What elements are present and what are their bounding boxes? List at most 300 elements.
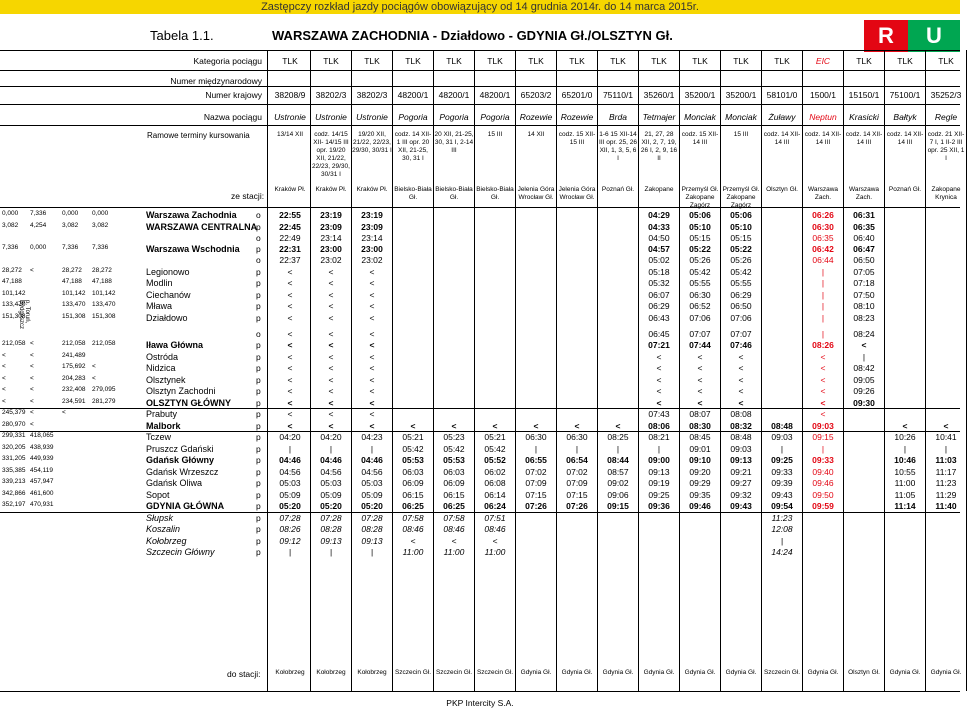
time-cell: 08:45 xyxy=(689,432,711,442)
station-name: Prabuty xyxy=(146,409,178,419)
km-value: 101,142 xyxy=(92,289,116,297)
table-row xyxy=(0,255,960,266)
running-dates: 15 III xyxy=(733,131,749,138)
arrival-departure-flag: p xyxy=(256,478,261,488)
station-name: Słupsk xyxy=(146,512,174,523)
time-cell: 06:09 xyxy=(443,478,465,488)
destination-station: Szczecin Gł. xyxy=(394,669,432,676)
km-value: 212,058 xyxy=(62,340,86,347)
destination-station: Gdynia Gł. xyxy=(643,669,675,676)
time-cell: 06:07 xyxy=(648,289,670,300)
origin-station: Poznań Gł. xyxy=(888,186,922,193)
time-cell: 23:14 xyxy=(320,232,342,243)
running-dates: codz. 14 XII-14 III xyxy=(804,131,842,146)
time-cell: 07:06 xyxy=(730,312,752,323)
time-cell: 05:22 xyxy=(689,244,711,254)
km-value: 245,379 xyxy=(2,409,26,416)
origin-station: Kraków Pł. xyxy=(274,186,306,193)
time-cell: < xyxy=(410,420,416,431)
time-cell: < xyxy=(943,420,949,431)
time-cell: 10:41 xyxy=(935,432,957,442)
km-value: < xyxy=(30,409,34,416)
destination-station: Gdynia Gł. xyxy=(520,669,552,676)
table-row xyxy=(0,513,960,524)
time-cell: 11:40 xyxy=(935,501,957,511)
running-dates: codz. 14/15 XII- 14/15 III opr. 19/20 XII, 21/22, 22/23, 29/30, 30/31 I xyxy=(312,131,350,178)
label-terminy: Ramowe terminy kursowania xyxy=(147,131,250,140)
time-cell: < xyxy=(287,397,293,408)
km-value: 320,205 xyxy=(2,443,26,451)
time-cell: 05:42 xyxy=(689,266,711,277)
origin-station: Bielsko-Biała Gł. xyxy=(435,186,473,201)
km-value: < xyxy=(30,363,34,370)
running-dates: 13/14 XII xyxy=(276,131,304,138)
destination-station: Gdynia Gł. xyxy=(602,669,634,676)
km-value: 280,970 xyxy=(2,420,26,428)
time-cell: 11:00 xyxy=(443,547,465,557)
km-value: 457,947 xyxy=(30,478,54,485)
arrival-departure-flag: p xyxy=(256,397,261,408)
arrival-departure-flag: p xyxy=(256,340,261,350)
time-cell: < xyxy=(328,374,334,385)
time-cell: | xyxy=(821,301,825,311)
km-value: 47,188 xyxy=(92,278,112,285)
km-value: 0,000 xyxy=(62,210,79,217)
time-cell: | xyxy=(329,443,333,454)
time-cell: < xyxy=(410,535,416,546)
time-cell: 05:15 xyxy=(689,232,711,243)
origin-station: Kraków Pł. xyxy=(356,186,388,193)
destination-station: Szczecin Gł. xyxy=(435,669,473,676)
train-number: 35200/1 xyxy=(725,90,757,100)
time-cell: < xyxy=(656,374,662,385)
time-cell: 05:03 xyxy=(320,478,342,488)
time-cell: | xyxy=(944,443,948,454)
table-row xyxy=(0,233,960,244)
time-cell: 05:42 xyxy=(484,443,506,454)
time-cell: 04:20 xyxy=(279,432,301,442)
running-dates: 19/20 XII, 21/22, 22/23, 29/30, 30/31 I xyxy=(352,131,392,154)
km-value: 151,308 xyxy=(2,312,26,320)
time-cell: 07:06 xyxy=(689,312,711,323)
time-cell: 23:02 xyxy=(320,255,342,265)
category-cell: TLK xyxy=(651,56,667,66)
destination-station: Szczecin Gł. xyxy=(763,669,801,676)
label-nr-mdz: Numer międzynarodowy xyxy=(170,76,262,86)
time-cell: 05:03 xyxy=(361,478,383,488)
category-cell: TLK xyxy=(569,56,585,66)
time-cell: < xyxy=(656,363,662,373)
time-cell: 07:09 xyxy=(566,478,588,488)
category-cell: TLK xyxy=(897,56,913,66)
station-name: Szczecin Główny xyxy=(146,547,215,557)
time-cell: 08:48 xyxy=(730,432,752,442)
time-cell: 09:15 xyxy=(812,432,834,442)
train-name: Ustronie xyxy=(274,112,306,122)
time-cell: 09:26 xyxy=(853,386,875,396)
table-row xyxy=(0,478,960,489)
time-cell: < xyxy=(697,397,703,408)
time-cell: < xyxy=(574,420,580,431)
time-cell: 22:37 xyxy=(279,255,301,265)
time-cell: 04:56 xyxy=(361,466,383,477)
time-cell: 06:30 xyxy=(566,432,588,442)
time-cell: 10:46 xyxy=(894,455,916,465)
train-number: 38208/9 xyxy=(274,90,306,100)
time-cell: < xyxy=(287,374,293,385)
time-cell: 08:07 xyxy=(689,409,711,419)
destination-station: Kołobrzeg xyxy=(316,669,346,676)
arrival-departure-flag: o xyxy=(256,255,261,265)
time-cell: < xyxy=(820,351,826,362)
time-cell: 06:15 xyxy=(443,489,465,500)
table-number: Tabela 1.1. xyxy=(150,28,214,43)
time-cell: 07:21 xyxy=(648,340,670,350)
station-name: Malbork xyxy=(146,420,181,431)
km-value: 7,336 xyxy=(62,244,79,251)
time-cell: 06:15 xyxy=(402,489,424,500)
time-cell: 09:21 xyxy=(730,466,752,477)
km-value: 438,939 xyxy=(30,443,54,451)
time-cell: < xyxy=(820,409,826,419)
time-cell: 07:02 xyxy=(566,466,588,477)
time-cell: 06:50 xyxy=(853,255,875,265)
time-cell: 06:35 xyxy=(812,232,834,243)
time-cell: | xyxy=(821,266,825,277)
time-cell: < xyxy=(451,420,457,431)
table-row xyxy=(0,524,960,535)
km-value: 0,000 xyxy=(92,210,109,217)
time-cell: 05:26 xyxy=(730,255,752,265)
label-kategoria: Kategoria pociągu xyxy=(193,56,262,66)
origin-station: Przemyśl Gł. Zakopane Zagórz xyxy=(681,186,719,209)
arrival-departure-flag: p xyxy=(256,432,261,442)
time-cell: < xyxy=(328,340,334,350)
table-row xyxy=(0,536,960,547)
origin-station: Zakopane xyxy=(644,186,674,193)
time-cell: 09:25 xyxy=(648,489,670,500)
destination-station: Szczecin Gł. xyxy=(476,669,514,676)
table-row xyxy=(0,409,960,420)
time-cell: < xyxy=(287,312,293,323)
time-cell: < xyxy=(287,328,293,339)
time-cell: 09:20 xyxy=(689,466,711,477)
time-cell: 07:26 xyxy=(525,501,547,511)
origin-station: Bielsko-Biała Gł. xyxy=(394,186,432,201)
time-cell: 23:09 xyxy=(361,221,383,232)
time-cell: 05:53 xyxy=(402,455,424,465)
time-cell: < xyxy=(328,351,334,362)
time-cell: 09:27 xyxy=(730,478,752,488)
train-number: 75100/1 xyxy=(889,90,921,100)
time-cell: 09:13 xyxy=(320,535,342,546)
time-cell: 05:21 xyxy=(484,432,506,442)
train-number: 38202/3 xyxy=(315,90,347,100)
time-cell: < xyxy=(820,363,826,373)
km-value: < xyxy=(30,266,34,274)
time-cell: 06:40 xyxy=(853,232,875,243)
time-cell: < xyxy=(328,312,334,323)
km-value: 7,336 xyxy=(2,244,19,251)
time-cell: < xyxy=(369,397,375,408)
table-row xyxy=(0,313,960,324)
running-dates: 14 XII xyxy=(527,131,545,138)
station-name: Gdańsk Wrzeszcz xyxy=(146,466,219,477)
time-cell: < xyxy=(738,363,744,373)
table-row xyxy=(0,398,960,409)
time-cell: 11:14 xyxy=(894,501,916,511)
time-cell: 04:46 xyxy=(361,455,383,465)
time-cell: 08:26 xyxy=(279,524,301,534)
running-dates: codz. 14 XII-1 III opr. 20 XII, 21-25, 30, 31 I xyxy=(394,131,432,162)
origin-station: Bielsko-Biała Gł. xyxy=(476,186,514,201)
time-cell: 06:54 xyxy=(566,455,588,465)
train-name: Tetmajer xyxy=(642,112,676,122)
time-cell: 05:21 xyxy=(402,432,424,442)
time-cell: 05:09 xyxy=(361,489,383,500)
train-name: Rozewie xyxy=(519,112,553,122)
arrival-departure-flag: p xyxy=(256,535,261,546)
time-cell: 06:45 xyxy=(648,328,670,339)
badge-u: U xyxy=(908,20,960,52)
station-name: Gdańsk Oliwa xyxy=(146,478,203,488)
station-name: Gdańsk Główny xyxy=(146,455,215,465)
train-number: 35252/3 xyxy=(930,90,962,100)
time-cell: < xyxy=(697,374,703,385)
time-cell: 08:32 xyxy=(730,420,752,431)
time-cell: 07:43 xyxy=(648,409,670,419)
time-cell: | xyxy=(821,312,825,323)
time-cell: < xyxy=(287,363,293,373)
time-cell: 09:10 xyxy=(689,455,711,465)
time-cell: < xyxy=(820,397,826,408)
time-cell: 11:23 xyxy=(935,478,957,488)
time-cell: 08:30 xyxy=(689,420,711,431)
time-cell: 06:03 xyxy=(402,466,424,477)
time-cell: 09:30 xyxy=(853,397,875,408)
destination-station: Gdynia Gł. xyxy=(889,669,921,676)
time-cell: 11:29 xyxy=(935,489,957,500)
time-cell: 08:23 xyxy=(853,312,875,323)
time-cell: | xyxy=(370,443,374,454)
time-cell: 08:42 xyxy=(853,363,875,373)
time-cell: | xyxy=(821,328,825,339)
table-row xyxy=(0,222,960,233)
station-name: Warszawa Zachodnia xyxy=(146,210,237,220)
time-cell: 07:26 xyxy=(566,501,588,511)
time-cell: < xyxy=(369,312,375,323)
train-number: 38202/3 xyxy=(356,90,388,100)
time-cell: 09:43 xyxy=(730,501,752,511)
km-value: 3,082 xyxy=(62,221,79,229)
time-cell: 10:55 xyxy=(894,466,916,477)
time-cell: 04:20 xyxy=(320,432,342,442)
time-cell: 04:46 xyxy=(320,455,342,465)
category-cell: TLK xyxy=(856,56,872,66)
arrival-departure-flag: p xyxy=(256,409,261,419)
km-value: 3,082 xyxy=(2,221,19,229)
time-cell: 09:36 xyxy=(648,501,670,511)
time-cell: 06:30 xyxy=(525,432,547,442)
destination-station: Gdynia Gł. xyxy=(725,669,757,676)
time-cell: 09:39 xyxy=(771,478,793,488)
arrival-departure-flag: p xyxy=(256,466,261,477)
table-row xyxy=(0,210,960,221)
km-value: 0,000 xyxy=(2,210,19,217)
time-cell: 05:32 xyxy=(648,278,670,288)
km-value: < xyxy=(2,351,6,359)
time-cell: 05:20 xyxy=(320,501,342,511)
time-cell: 06:26 xyxy=(812,210,834,220)
time-cell: 07:28 xyxy=(320,512,342,523)
km-value: < xyxy=(92,363,96,370)
time-cell: 05:23 xyxy=(443,432,465,442)
km-value: < xyxy=(30,386,34,393)
time-cell: < xyxy=(369,340,375,350)
time-cell: 23:09 xyxy=(320,221,342,232)
time-cell: 07:28 xyxy=(361,512,383,523)
time-cell: 11:00 xyxy=(402,547,424,557)
category-cell: TLK xyxy=(528,56,544,66)
time-cell: 23:00 xyxy=(320,244,342,254)
time-cell: 08:26 xyxy=(812,340,834,350)
time-cell: 06:03 xyxy=(443,466,465,477)
time-cell: 05:10 xyxy=(730,221,752,232)
station-name: Mława xyxy=(146,301,173,311)
km-value: 133,470 xyxy=(2,301,26,308)
time-cell: 06:25 xyxy=(443,501,465,511)
table-row xyxy=(0,467,960,478)
km-value: 204,283 xyxy=(62,374,86,382)
time-cell: < xyxy=(328,386,334,396)
time-cell: 05:20 xyxy=(361,501,383,511)
train-name: Pogoria xyxy=(439,112,469,122)
time-cell: 05:26 xyxy=(689,255,711,265)
running-dates: 21, 27, 28 XII, 2, 7, 19, 26 I, 2, 9, 16 II xyxy=(640,131,678,162)
time-cell: < xyxy=(738,386,744,396)
time-cell: 09:46 xyxy=(689,501,711,511)
time-cell: < xyxy=(902,420,908,431)
arrival-departure-flag: o xyxy=(256,328,261,339)
time-cell: < xyxy=(533,420,539,431)
time-cell: 06:14 xyxy=(484,489,506,500)
station-name: Nidzica xyxy=(146,363,176,373)
category-cell: TLK xyxy=(364,56,380,66)
train-name: Rozewie xyxy=(560,112,594,122)
time-cell: | xyxy=(780,535,784,546)
km-value: 234,591 xyxy=(62,397,86,405)
time-cell: < xyxy=(369,374,375,385)
train-name: Żuławy xyxy=(768,112,796,122)
origin-station: Kraków Pł. xyxy=(315,186,347,193)
time-cell: 22:45 xyxy=(279,221,301,232)
station-name: Pruszcz Gdański xyxy=(146,443,214,454)
time-cell: < xyxy=(697,363,703,373)
arrival-departure-flag: p xyxy=(256,363,261,373)
time-cell: < xyxy=(369,363,375,373)
time-cell: 11:23 xyxy=(771,512,793,523)
time-cell: 09:29 xyxy=(689,478,711,488)
time-cell: 09:33 xyxy=(771,466,793,477)
station-name: Koszalin xyxy=(146,524,181,534)
category-cell: TLK xyxy=(692,56,708,66)
time-cell: 05:42 xyxy=(443,443,465,454)
time-cell: 06:31 xyxy=(853,210,875,220)
time-cell: 06:30 xyxy=(812,221,834,232)
arrival-departure-flag: p xyxy=(256,524,261,534)
time-cell: 07:09 xyxy=(525,478,547,488)
time-cell: < xyxy=(287,266,293,277)
time-cell: < xyxy=(328,301,334,311)
time-cell: | xyxy=(288,443,292,454)
time-cell: | xyxy=(575,443,579,454)
time-cell: 06:44 xyxy=(812,255,834,265)
route-title: WARSZAWA ZACHODNIA - Działdowo - GDYNIA Gł./OLSZTYN Gł. xyxy=(272,28,673,43)
table-row xyxy=(0,421,960,432)
time-cell: 11:00 xyxy=(484,547,506,557)
time-cell: 04:23 xyxy=(361,432,383,442)
origin-station: Warszawa Zach. xyxy=(848,186,880,201)
time-cell: 09:25 xyxy=(771,455,793,465)
time-cell: 05:06 xyxy=(730,210,752,220)
time-cell: 05:06 xyxy=(689,210,711,220)
table-row xyxy=(0,278,960,289)
time-cell: < xyxy=(328,266,334,277)
train-name: Regle xyxy=(934,112,958,122)
time-cell: 06:24 xyxy=(484,501,506,511)
time-cell: 09:35 xyxy=(689,489,711,500)
time-cell: 06:55 xyxy=(525,455,547,465)
station-name: Ciechanów xyxy=(146,289,191,300)
train-name: Monciak xyxy=(684,112,716,122)
time-cell: < xyxy=(697,351,703,362)
km-value: 212,058 xyxy=(92,340,116,347)
km-value: 281,279 xyxy=(92,397,116,405)
time-cell: 09:06 xyxy=(607,489,629,500)
destination-station: Gdynia Gł. xyxy=(807,669,839,676)
time-cell: < xyxy=(369,420,375,431)
table-row xyxy=(0,340,960,351)
time-cell: < xyxy=(287,386,293,396)
time-cell: | xyxy=(821,289,825,300)
km-value: < xyxy=(30,340,34,347)
arrival-departure-flag: p xyxy=(256,501,261,511)
destination-station: Olsztyn Gł. xyxy=(848,669,880,676)
destination-station: Gdynia Gł. xyxy=(930,669,962,676)
time-cell: 06:02 xyxy=(484,466,506,477)
time-cell: 08:57 xyxy=(607,466,629,477)
table-row xyxy=(0,352,960,363)
time-cell: 09:02 xyxy=(607,478,629,488)
time-cell: 08:46 xyxy=(484,524,506,534)
station-name: OLSZTYN GŁÓWNY xyxy=(146,397,231,408)
arrival-departure-flag: p xyxy=(256,512,261,523)
time-cell: 04:56 xyxy=(279,466,301,477)
km-value: 133,470 xyxy=(92,301,116,308)
category-cell: TLK xyxy=(733,56,749,66)
km-value: < xyxy=(30,351,34,359)
time-cell: 07:51 xyxy=(484,512,506,523)
km-value: 47,188 xyxy=(62,278,82,285)
badge-r: R xyxy=(864,20,908,52)
km-value: 342,866 xyxy=(2,489,26,497)
time-cell: 04:29 xyxy=(648,210,670,220)
station-name: Modlin xyxy=(146,278,173,288)
time-cell: 12:08 xyxy=(771,524,793,534)
train-name: Monciak xyxy=(725,112,757,122)
time-cell: < xyxy=(615,420,621,431)
origin-station: Przemyśl Gł. Zakopane Zagórz xyxy=(722,186,760,209)
